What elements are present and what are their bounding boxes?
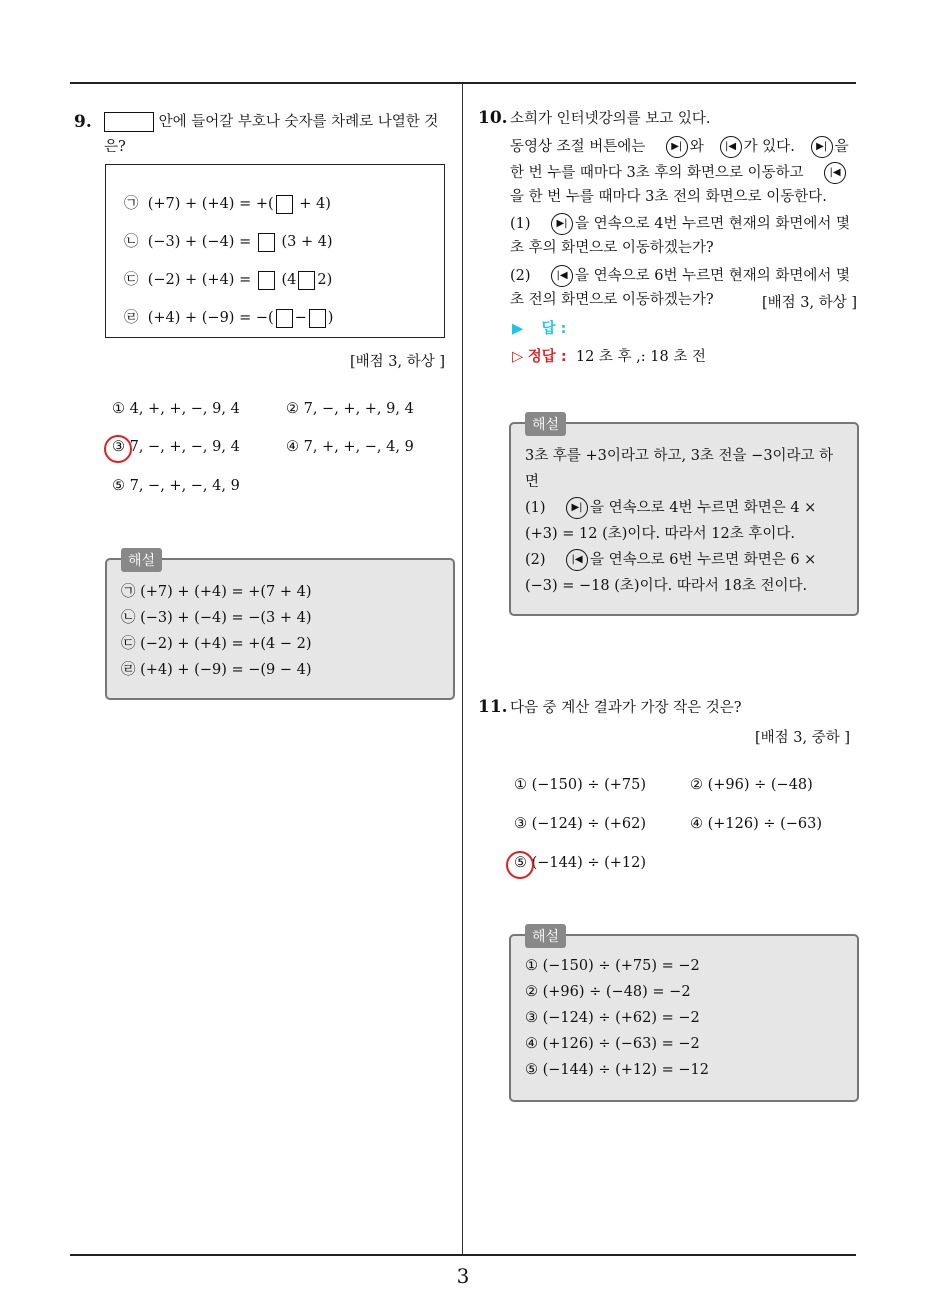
question-11-score: [배점 3, 중하 ]: [755, 730, 851, 746]
solution-tag: 해설: [525, 412, 566, 436]
choice-4[interactable]: ④ (+126) ÷ (−63): [690, 816, 823, 832]
question-11-number: 11.: [478, 697, 508, 717]
question-9-stem: 안에 들어갈 부호나 숫자를 차례로 나열한 것: [104, 112, 438, 132]
choice-5[interactable]: ⑤ (−144) ÷ (+12): [514, 855, 647, 871]
blank-box: [309, 309, 326, 328]
question-10-line4: 을 한 번 누를 때마다 3초 전의 화면으로 이동한다.: [510, 189, 827, 205]
choice-5[interactable]: ⑤ 7, −, +, −, 4, 9: [112, 478, 240, 494]
blank-box: [258, 233, 275, 252]
blank-box: [298, 271, 315, 290]
back-button-icon: |◀: [824, 162, 846, 184]
choice-3[interactable]: ③ (−124) ÷ (+62): [514, 816, 647, 832]
solution-line: ㉡ (−3) + (−4) = −(3 + 4): [121, 610, 312, 626]
bottom-rule: [70, 1254, 856, 1256]
choice-3[interactable]: ③ 7, −, +, −, 9, 4: [112, 439, 240, 455]
choice-1[interactable]: ① 4, +, +, −, 9, 4: [112, 401, 240, 417]
choice-4[interactable]: ④ 7, +, +, −, 4, 9: [286, 439, 414, 455]
question-10-line3: 한 번 누를 때마다 3초 후의 화면으로 이동하고 |◀: [510, 162, 848, 184]
forward-button-icon: ▶|: [811, 136, 833, 158]
back-button-icon: |◀: [566, 549, 588, 571]
answer-circle-mark: [506, 851, 534, 879]
question-10-solution: [509, 417, 859, 616]
question-9-score: [배점 3, 하상 ]: [350, 354, 446, 370]
answer-arrow-icon: ▶: [512, 321, 524, 337]
answer-key-line: [512, 348, 706, 366]
answer-circle-mark: [104, 435, 132, 463]
blank-box: [258, 271, 275, 290]
column-divider: [462, 84, 463, 1256]
question-10-line6: 초 후의 화면으로 이동하겠는가?: [510, 240, 714, 256]
solution-tag: 해설: [121, 548, 162, 572]
question-10-line8: 초 전의 화면으로 이동하겠는가?: [510, 292, 714, 308]
choice-1[interactable]: ① (−150) ÷ (+75): [514, 777, 647, 793]
solution-tag: 해설: [525, 924, 566, 948]
question-11-stem: 다음 중 계산 결과가 가장 작은 것은?: [510, 700, 742, 716]
answer-blank: [104, 112, 154, 132]
choice-2[interactable]: ② 7, −, +, +, 9, 4: [286, 401, 414, 417]
solution-line: ㉣ (+4) + (−9) = −(9 − 4): [121, 662, 312, 678]
forward-button-icon: ▶|: [551, 213, 573, 235]
question-10-score: [배점 3, 하상 ]: [762, 295, 858, 311]
question-10-number: 10.: [478, 108, 508, 128]
blank-box: [276, 309, 293, 328]
question-9-number: 9.: [74, 112, 92, 132]
question-11-solution: [509, 929, 859, 1102]
solution-line: ① (−150) ÷ (+75) = −2: [525, 958, 700, 974]
condition-2: ㉡ (−3) + (−4) = (3 + 4): [124, 234, 333, 250]
back-button-icon: |◀: [551, 265, 573, 287]
top-rule: [70, 82, 856, 84]
solution-line: ㉠ (+7) + (+4) = +(7 + 4): [121, 584, 312, 600]
solution-line: ④ (+126) ÷ (−63) = −2: [525, 1036, 700, 1052]
forward-button-icon: ▶|: [566, 497, 588, 519]
condition-box: [105, 164, 445, 338]
answer-line: [512, 320, 566, 338]
solution-line: 면: [525, 474, 540, 490]
solution-line: ③ (−124) ÷ (+62) = −2: [525, 1010, 700, 1026]
solution-line: 3초 후를 +3이라고 하고, 3초 전을 −3이라고 하: [525, 448, 834, 464]
answer-label: 답 :: [541, 321, 567, 337]
back-button-icon: |◀: [720, 136, 742, 158]
answer-key-arrow-icon: ▷: [512, 349, 524, 365]
solution-line: (−3) = −18 (초)이다. 따라서 18초 전이다.: [525, 578, 808, 594]
question-9-stem-line2: 은?: [104, 139, 126, 155]
question-9-solution: [105, 553, 455, 700]
solution-line: ㉢ (−2) + (+4) = +(4 − 2): [121, 636, 312, 652]
answer-key-value: 12 초 후 ,: 18 초 전: [575, 349, 706, 365]
question-10-line7: (2) |◀ 을 연속으로 6번 누르면 현재의 화면에서 몇: [510, 265, 850, 287]
answer-key-label: 정답 :: [527, 349, 567, 365]
solution-line: (+3) = 12 (초)이다. 따라서 12초 후이다.: [525, 526, 795, 542]
solution-line: ② (+96) ÷ (−48) = −2: [525, 984, 691, 1000]
choice-2[interactable]: ② (+96) ÷ (−48): [690, 777, 813, 793]
solution-line: (2) |◀ 을 연속으로 6번 누르면 화면은 6 ×: [525, 548, 816, 571]
question-10-line2: 동영상 조절 버튼에는 ▶| 와 |◀ 가 있다. ▶| 을: [510, 136, 849, 158]
condition-1: ㉠ (+7) + (+4) = +( + 4): [124, 196, 331, 212]
page-number: 3: [456, 1264, 470, 1288]
question-10-line1: 소희가 인터넷강의를 보고 있다.: [510, 111, 711, 127]
solution-line: ⑤ (−144) ÷ (+12) = −12: [525, 1062, 709, 1078]
blank-box: [276, 195, 293, 214]
forward-button-icon: ▶|: [666, 136, 688, 158]
question-10-line5: (1) ▶| 을 연속으로 4번 누르면 현재의 화면에서 몇: [510, 213, 850, 235]
condition-4: ㉣ (+4) + (−9) = −( − ): [124, 310, 334, 326]
solution-line: (1) ▶| 을 연속으로 4번 누르면 화면은 4 ×: [525, 496, 816, 519]
condition-3: ㉢ (−2) + (+4) = (4 2): [124, 272, 333, 288]
